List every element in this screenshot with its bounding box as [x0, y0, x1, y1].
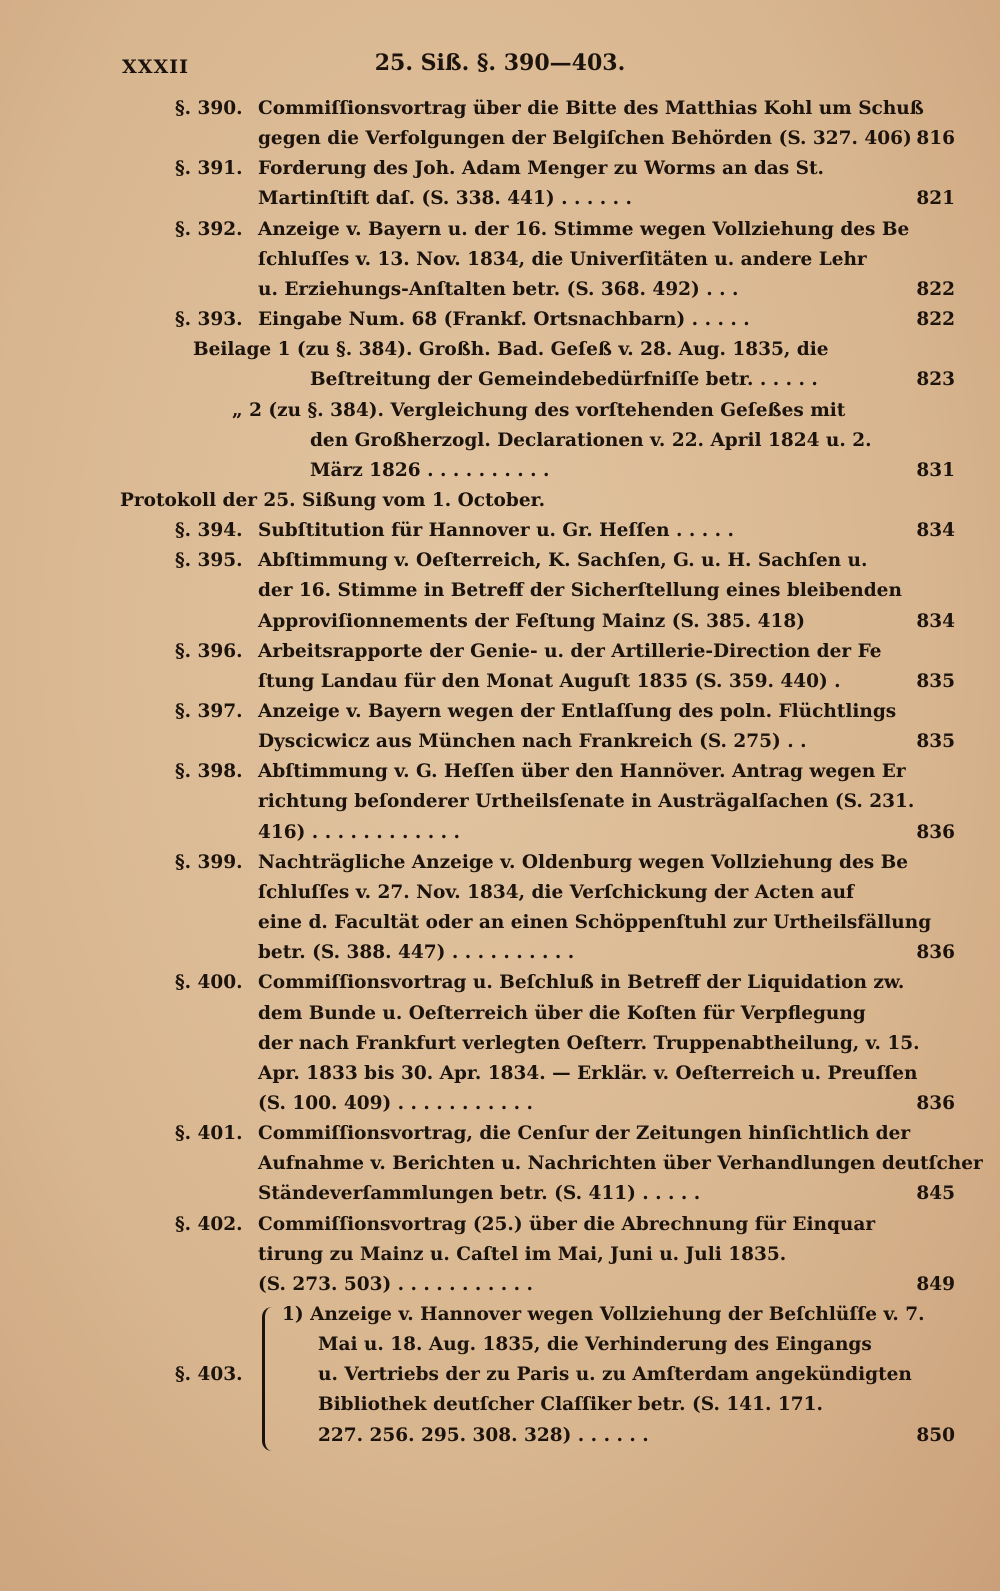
paragraph-number: §. 401. [175, 1123, 243, 1145]
entry-line: Ständeverſammlungen betr. (S. 411) . . . . . [258, 1183, 701, 1205]
entry-line: richtung beſonderer Urtheilsſenate in Austrägalſachen (S. 231. [258, 791, 915, 813]
entry-line: dem Bunde u. Oeſterreich über die Koſten für Verpflegung [258, 1002, 866, 1024]
entry-line: tirung zu Mainz u. Caſtel im Mai, Juni u. Juli 1835. [258, 1243, 787, 1265]
entry-line: gegen die Verfolgungen der Belgiſchen Behörden (S. 327. 406) [258, 128, 912, 150]
entry-line: den Großherzogl. Declarationen v. 22. April 1824 u. 2. [310, 429, 872, 451]
page-reference: 836 [916, 942, 955, 964]
entry-line: Anzeige v. Bayern wegen der Entlaſſung des poln. Flüchtlings [258, 701, 897, 722]
entry-line: Martinſtift daſ. (S. 338. 441) . . . . . . [258, 188, 632, 210]
entry-line: Aufnahme v. Berichten u. Nachrichten über Verhandlungen deutſcher [258, 1153, 983, 1175]
entry-line: Forderung des Joh. Adam Menger zu Worms an das St. [258, 158, 824, 180]
page-reference: 835 [916, 670, 955, 692]
page-reference: 823 [916, 369, 955, 391]
entry-line: März 1826 . . . . . . . . . . [310, 459, 550, 481]
paragraph-number: §. 400. [175, 972, 243, 994]
page-reference: 836 [916, 821, 955, 843]
entry-line: Anzeige v. Bayern u. der 16. Stimme wegen Vollziehung des Be [258, 218, 910, 240]
paragraph-number: §. 399. [175, 851, 243, 873]
paragraph-number: §. 391. [175, 158, 243, 180]
entry-line: Dyscicwicz aus München nach Frankreich (S. 275) . . [258, 731, 807, 753]
entry-line: u. Vertriebs der zu Paris u. zu Amſterdam angekündigten [318, 1364, 912, 1386]
page-reference: 822 [916, 278, 955, 300]
entry-line: ſtung Landau für den Monat Auguſt 1835 (S. 359. 440) . [258, 670, 841, 692]
paragraph-number: §. 402. [175, 1213, 243, 1235]
entry-line: Nachträgliche Anzeige v. Oldenburg wegen Vollziehung des Be [258, 851, 908, 873]
entry-line: (S. 273. 503) . . . . . . . . . . . [258, 1273, 533, 1295]
entry-line: eine d. Facultät oder an einen Schöppenſtuhl zur Urtheilsfällung [258, 912, 932, 934]
entry-line: Eingabe Num. 68 (Frankf. Ortsnachbarn) . . . . . [258, 309, 750, 331]
page-number: XXXII [122, 56, 190, 78]
entry-line: ſchluſſes v. 27. Nov. 1834, die Verſchickung der Acten auf [258, 881, 855, 903]
page-reference: 822 [916, 309, 955, 331]
paragraph-number: §. 396. [175, 640, 243, 662]
page-reference: 845 [916, 1183, 955, 1205]
entry-line: Abſtimmung v. G. Heſſen über den Hannöver. Antrag wegen Er [258, 761, 906, 783]
paragraph-number: §. 398. [175, 761, 243, 783]
paragraph-number: §. 392. [175, 218, 243, 240]
page-reference: 849 [916, 1273, 955, 1295]
entry-line: betr. (S. 388. 447) . . . . . . . . . . [258, 942, 575, 964]
entry-line: Protokoll der 25. Sißung vom 1. October. [120, 489, 546, 511]
paragraph-number: §. 395. [175, 550, 243, 572]
entry-line: Beilage 1 (zu §. 384). Großh. Bad. Geſeß v. 28. Aug. 1835, die [193, 339, 829, 361]
entry-line: Bibliothek deutſcher Claſſiker betr. (S. 141. 171. [318, 1394, 823, 1416]
paragraph-number: §. 390. [175, 98, 243, 119]
entry-line: der nach Frankfurt verlegten Oeſterr. Truppenabtheilung, v. 15. [258, 1032, 920, 1054]
entry-line: Abſtimmung v. Oeſterreich, K. Sachſen, G. u. H. Sachſen u. [258, 550, 868, 572]
entry-line: (S. 100. 409) . . . . . . . . . . . [258, 1092, 533, 1114]
page-reference: 835 [916, 731, 955, 753]
entry-line: Subſtitution für Hannover u. Gr. Heſſen . . . . . [258, 520, 734, 542]
page-header [0, 50, 1000, 86]
brace-403 [262, 1307, 279, 1451]
entry-line: Commiſſionsvortrag, die Cenſur der Zeitungen hinſichtlich der [258, 1123, 911, 1145]
running-title: 25. Siß. §. 390—403. [374, 50, 626, 76]
entry-line: Commiſſionsvortrag (25.) über die Abrechnung für Einquar [258, 1213, 876, 1235]
paragraph-number: §. 393. [175, 309, 243, 331]
entry-line: ſchluſſes v. 13. Nov. 1834, die Univerſitäten u. andere Lehr [258, 248, 867, 270]
entry-line: Commiſſionsvortrag über die Bitte des Matthias Kohl um Schuß [258, 98, 924, 119]
page-reference: 816 [916, 128, 955, 150]
entry-line: der 16. Stimme in Betreff der Sicherſtellung eines bleibenden [258, 580, 902, 602]
page-reference: 831 [916, 459, 955, 481]
entry-line: Arbeitsrapporte der Genie- u. der Artillerie-Direction der Fe [258, 640, 882, 662]
entry-line: Mai u. 18. Aug. 1835, die Verhinderung des Eingangs [318, 1334, 872, 1356]
page-reference: 821 [916, 188, 955, 210]
page-reference: 834 [916, 610, 955, 632]
page-reference: 834 [916, 520, 955, 542]
entry-line: Beſtreitung der Gemeindebedürfniſſe betr. . . . . . [310, 369, 818, 391]
entry-line: Approviſionnements der Feſtung Mainz (S. 385. 418) [258, 610, 805, 632]
entry-line: „ 2 (zu §. 384). Vergleichung des vorſtehenden Geſeßes mit [232, 399, 846, 421]
entry-line: Apr. 1833 bis 30. Apr. 1834. — Erklär. v. Oeſterreich u. Preuſſen [258, 1062, 918, 1084]
entry-line: 227. 256. 295. 308. 328) . . . . . . [318, 1424, 649, 1446]
paragraph-number: §. 397. [175, 701, 243, 722]
entry-line: 1) Anzeige v. Hannover wegen Vollziehung der Beſchlüſſe v. 7. [282, 1304, 925, 1325]
paragraph-number: §. 403. [175, 1364, 243, 1386]
page-reference: 836 [916, 1092, 955, 1114]
entry-line: Commiſſionsvortrag u. Beſchluß in Betreff der Liquidation zw. [258, 972, 905, 994]
entry-line: u. Erziehungs-Anſtalten betr. (S. 368. 492) . . . [258, 278, 739, 300]
paragraph-number: §. 394. [175, 520, 243, 542]
entry-line: 416) . . . . . . . . . . . . [258, 821, 460, 843]
page-reference: 850 [916, 1424, 955, 1446]
